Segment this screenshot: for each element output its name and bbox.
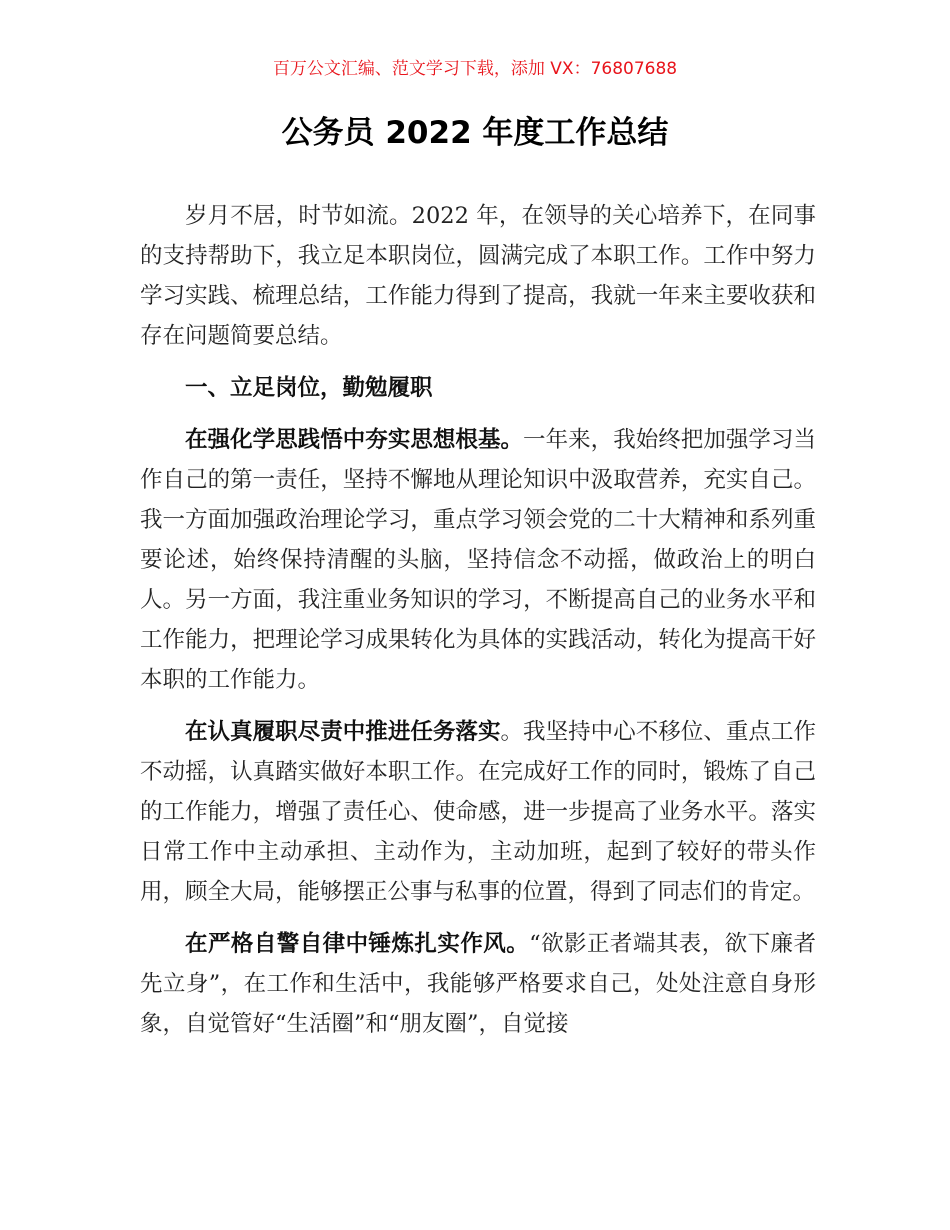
watermark-header: 百万公文汇编、范文学习下载，添加 VX：76807688 [272,59,678,79]
paragraph-text: 一年来，我始终把加强学习当作自己的第一责任，坚持不懈地从理论知识中汲取营养，充实自己。我一方面加强政治理论学习，重点学习领会党的二十大精神和系列重要论述，始终保持清醒的头脑，坚持信念不动摇，做政治上的明白人。另一方面，我注重业务知识的学习，不断提高自己的业务水平和工作能力，把理论学习成果转化为具体的实践活动，转化为提高干好本职的工作能力。 [140,427,816,693]
paragraph-lead: 在强化学思践悟中夯实思想根基。 [185,427,524,453]
body-paragraph [140,420,816,700]
page-title: 公务员 2022 年度工作总结 [281,115,669,151]
paragraph-text: “欲影正者端其表，欲下廉者先立身”，在工作和生活中，我能够严格要求自己，处处注意自身形象，自觉管好“生活圈”和“朋友圈”，自觉接 [140,931,816,1037]
section-heading: 一、立足岗位，勤勉履职 [185,375,433,401]
intro-paragraph: 岁月不居，时节如流。2022 年，在领导的关心培养下，在同事的支持帮助下，我立足本职岗位，圆满完成了本职工作。工作中努力学习实践、梳理总结，工作能力得到了提高，我就一年来主要收获和存在问题简要总结。 [140,203,816,349]
document-body [140,196,816,1056]
body-paragraph [140,924,816,1044]
body-paragraph [140,712,816,912]
paragraph-text: 。我坚持中心不移位、重点工作不动摇，认真踏实做好本职工作。在完成好工作的同时，锻炼了自己的工作能力，增强了责任心、使命感，进一步提高了业务水平。落实日常工作中主动承担、主动作为，主动加班，起到了较好的带头作用，顾全大局，能够摆正公事与私事的位置，得到了同志们的肯定。 [140,719,816,905]
paragraph-lead: 在认真履职尽责中推进任务落实 [185,719,501,745]
paragraph-lead: 在严格自警自律中锤炼扎实作风。 [185,931,530,957]
